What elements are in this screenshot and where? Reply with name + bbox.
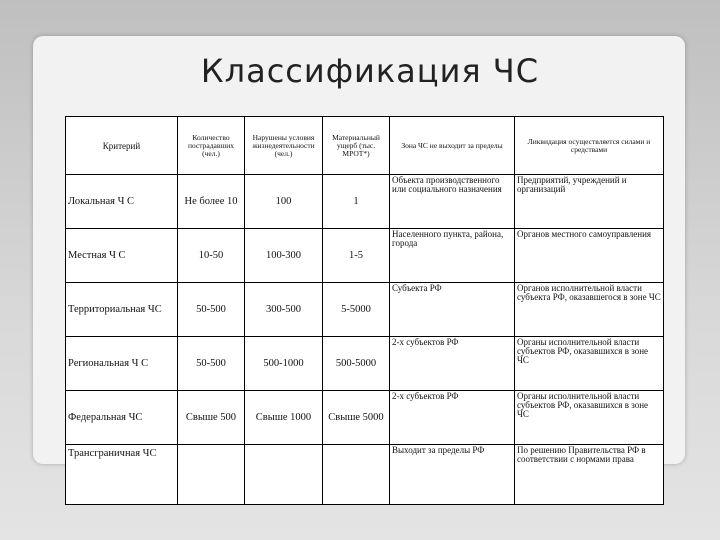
row-victims: 50-500 — [178, 337, 245, 391]
row-zone: Населенного пункта, района, города — [390, 229, 515, 283]
header-criterion: Критерий — [66, 117, 178, 175]
row-zone: 2-х субъектов РФ — [390, 391, 515, 445]
row-liquidation: Предприятий, учреждений и организаций — [515, 175, 664, 229]
row-living: 500-1000 — [245, 337, 323, 391]
table-row — [66, 337, 664, 391]
row-victims: Не более 10 — [178, 175, 245, 229]
row-damage: 5-5000 — [323, 283, 390, 337]
header-zone: Зона ЧС не выходит за пределы — [390, 117, 515, 175]
row-zone: Объекта производственного или социального назначения — [390, 175, 515, 229]
row-damage: Свыше 5000 — [323, 391, 390, 445]
row-living: Свыше 1000 — [245, 391, 323, 445]
row-criterion: Региональная Ч С — [66, 337, 178, 391]
row-criterion: Трансграничная ЧС — [66, 445, 178, 505]
classification-table — [65, 116, 664, 505]
slide-title: Классификация ЧС — [200, 52, 540, 90]
header-victims: Количество пострадавших (чел.) — [178, 117, 245, 175]
row-liquidation: Органов исполнительной власти субъекта РФ, оказавшегося в зоне ЧС — [515, 283, 664, 337]
row-living: 300-500 — [245, 283, 323, 337]
row-living: 100-300 — [245, 229, 323, 283]
table-row — [66, 445, 664, 505]
row-liquidation: По решению Правительства РФ в соответствии с нормами права — [515, 445, 664, 505]
table-row — [66, 283, 664, 337]
row-victims — [178, 445, 245, 505]
row-living: 100 — [245, 175, 323, 229]
header-damage: Материальный ущерб (тыс. МРОТ*) — [323, 117, 390, 175]
row-damage: 500-5000 — [323, 337, 390, 391]
row-criterion: Территориальная ЧС — [66, 283, 178, 337]
header-living-conditions: Нарушены условия жизнедеятельности (чел.) — [245, 117, 323, 175]
row-victims: 10-50 — [178, 229, 245, 283]
table-row — [66, 175, 664, 229]
row-damage: 1 — [323, 175, 390, 229]
row-criterion: Федеральная ЧС — [66, 391, 178, 445]
row-damage — [323, 445, 390, 505]
header-liquidation: Ликвидация осуществляется силами и средствами — [515, 117, 664, 175]
row-zone: Выходит за пределы РФ — [390, 445, 515, 505]
row-damage: 1-5 — [323, 229, 390, 283]
table-header-row — [66, 117, 664, 175]
row-criterion: Локальная Ч С — [66, 175, 178, 229]
row-liquidation: Органы исполнительной власти субъектов РФ, оказавшихся в зоне ЧС — [515, 391, 664, 445]
row-liquidation: Органы исполнительной власти субъектов РФ, оказавшихся в зоне ЧС — [515, 337, 664, 391]
row-zone: 2-х субъектов РФ — [390, 337, 515, 391]
table-row — [66, 229, 664, 283]
row-victims: 50-500 — [178, 283, 245, 337]
row-criterion: Местная Ч С — [66, 229, 178, 283]
row-victims: Свыше 500 — [178, 391, 245, 445]
row-liquidation: Органов местного самоуправления — [515, 229, 664, 283]
table-row — [66, 391, 664, 445]
row-zone: Субъекта РФ — [390, 283, 515, 337]
row-living — [245, 445, 323, 505]
